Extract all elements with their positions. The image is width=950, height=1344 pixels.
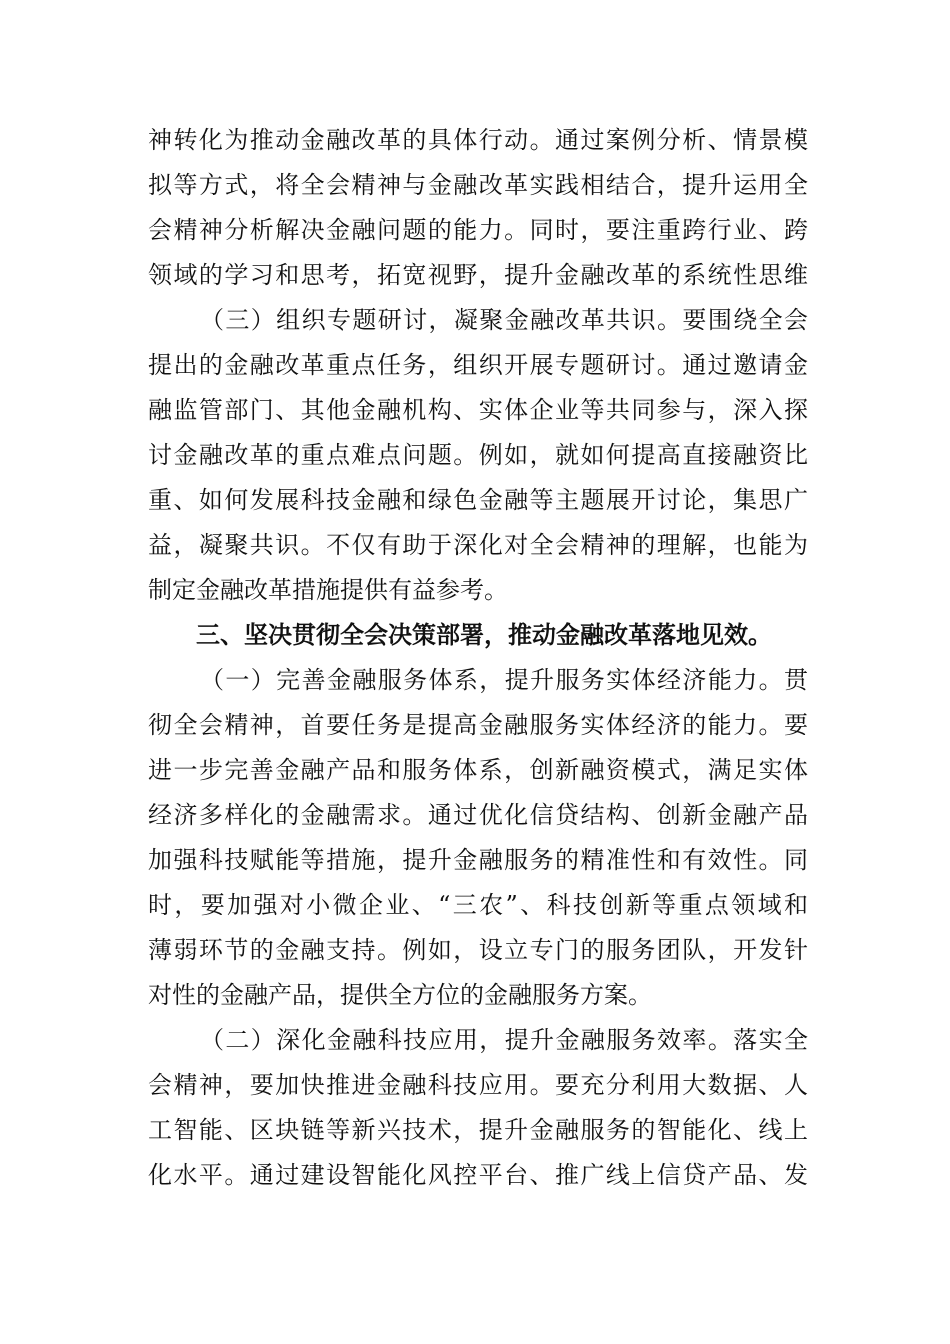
section-heading: 三、坚决贯彻全会决策部署，推动金融改革落地见效。 [196, 621, 772, 649]
paragraph-start-line: （三）组织专题研讨，凝聚金融改革共识。要围绕全会 [200, 306, 808, 334]
text-line: 领域的学习和思考，拓宽视野，提升金融改革的系统性思维 [148, 261, 808, 289]
text-line: 彻全会精神，首要任务是提高金融服务实体经济的能力。要 [148, 711, 808, 739]
text-line: 化水平。通过建设智能化风控平台、推广线上信贷产品、发 [148, 1161, 808, 1189]
paragraph-start-line: （一）完善金融服务体系，提升服务实体经济能力。贯 [200, 666, 808, 694]
text-line: 讨金融改革的重点难点问题。例如，就如何提高直接融资比 [148, 441, 808, 469]
text-line: 重、如何发展科技金融和绿色金融等主题展开讨论，集思广 [148, 486, 808, 514]
paragraph-end-line: 制定金融改革措施提供有益参考。 [148, 576, 508, 604]
paragraph-end-line: 对性的金融产品，提供全方位的金融服务方案。 [148, 981, 652, 1009]
paragraph-start-line: （二）深化金融科技应用，提升金融服务效率。落实全 [200, 1026, 808, 1054]
text-line: 拟等方式，将全会精神与金融改革实践相结合，提升运用全 [148, 171, 808, 199]
text-line: 提出的金融改革重点任务，组织开展专题研讨。通过邀请金 [148, 351, 808, 379]
text-line: 益，凝聚共识。不仅有助于深化对全会精神的理解，也能为 [148, 531, 808, 559]
text-line: 会精神，要加快推进金融科技应用。要充分利用大数据、人 [148, 1071, 808, 1099]
text-line: 神转化为推动金融改革的具体行动。通过案例分析、情景模 [148, 126, 808, 154]
text-line: 工智能、区块链等新兴技术，提升金融服务的智能化、线上 [148, 1116, 808, 1144]
text-line: 进一步完善金融产品和服务体系，创新融资模式，满足实体 [148, 756, 808, 784]
text-line: 会精神分析解决金融问题的能力。同时，要注重跨行业、跨 [148, 216, 808, 244]
text-line: 融监管部门、其他金融机构、实体企业等共同参与，深入探 [148, 396, 808, 424]
text-line: 时，要加强对小微企业、“三农”、科技创新等重点领域和 [148, 891, 808, 919]
text-line: 加强科技赋能等措施，提升金融服务的精准性和有效性。同 [148, 846, 808, 874]
text-line: 经济多样化的金融需求。通过优化信贷结构、创新金融产品 [148, 801, 808, 829]
text-line: 薄弱环节的金融支持。例如，设立专门的服务团队，开发针 [148, 936, 808, 964]
document-body [148, 118, 808, 1198]
